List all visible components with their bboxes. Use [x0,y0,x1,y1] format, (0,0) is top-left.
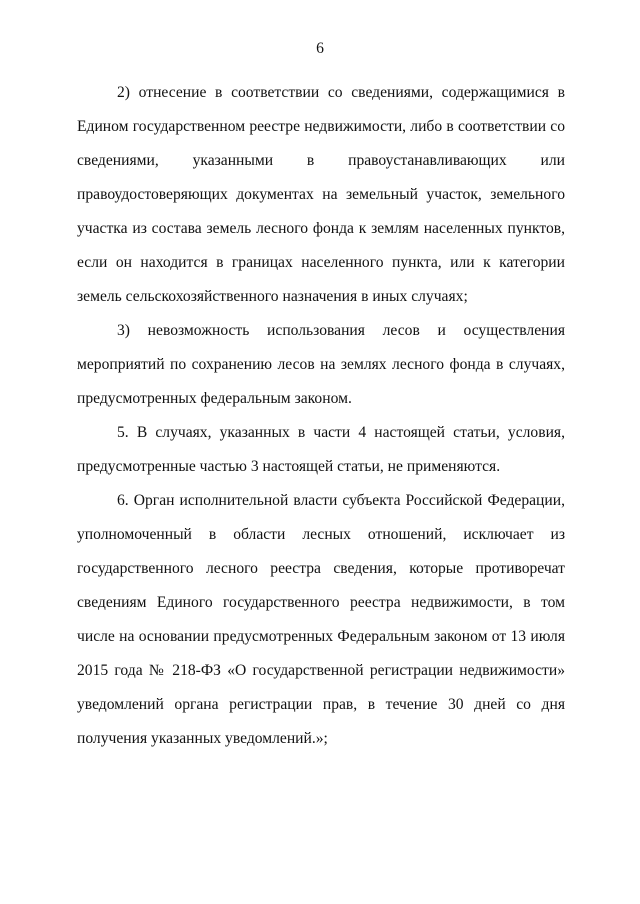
paragraph-section-5: 5. В случаях, указанных в части 4 настоящей статьи, условия, предусмотренные частью 3 настоящей статьи, не применяются. [77,424,565,475]
page-number: 6 [316,40,324,57]
document-body [77,76,565,756]
paragraph-item-2: 2) отнесение в соответствии со сведениями, содержащимися в Едином государственном реестре недвижимости, либо в соответствии со сведениями, указанными в правоустанавливающих или правоудостоверяющих документах на земельный участок, земельного участка из состава земель лесного фонда к землям населенных пунктов, если он находится в границах населенного пункта, или к категории земель сельскохозяйственного назначения в иных случаях; [77,84,565,305]
paragraph-item-3: 3) невозможность использования лесов и осуществления мероприятий по сохранению лесов на землях лесного фонда в случаях, предусмотренных федеральным законом. [77,322,565,407]
paragraph-section-6: 6. Орган исполнительной власти субъекта Российской Федерации, уполномоченный в области лесных отношений, исключает из государственного лесного реестра сведения, которые противоречат сведениям Единого государственного реестра недвижимости, в том числе на основании предусмотренных Федеральным законом от 13 июля 2015 года № 218-ФЗ «О государственной регистрации недвижимости» уведомлений органа регистрации прав, в течение 30 дней со дня получения указанных уведомлений.»; [77,492,565,747]
